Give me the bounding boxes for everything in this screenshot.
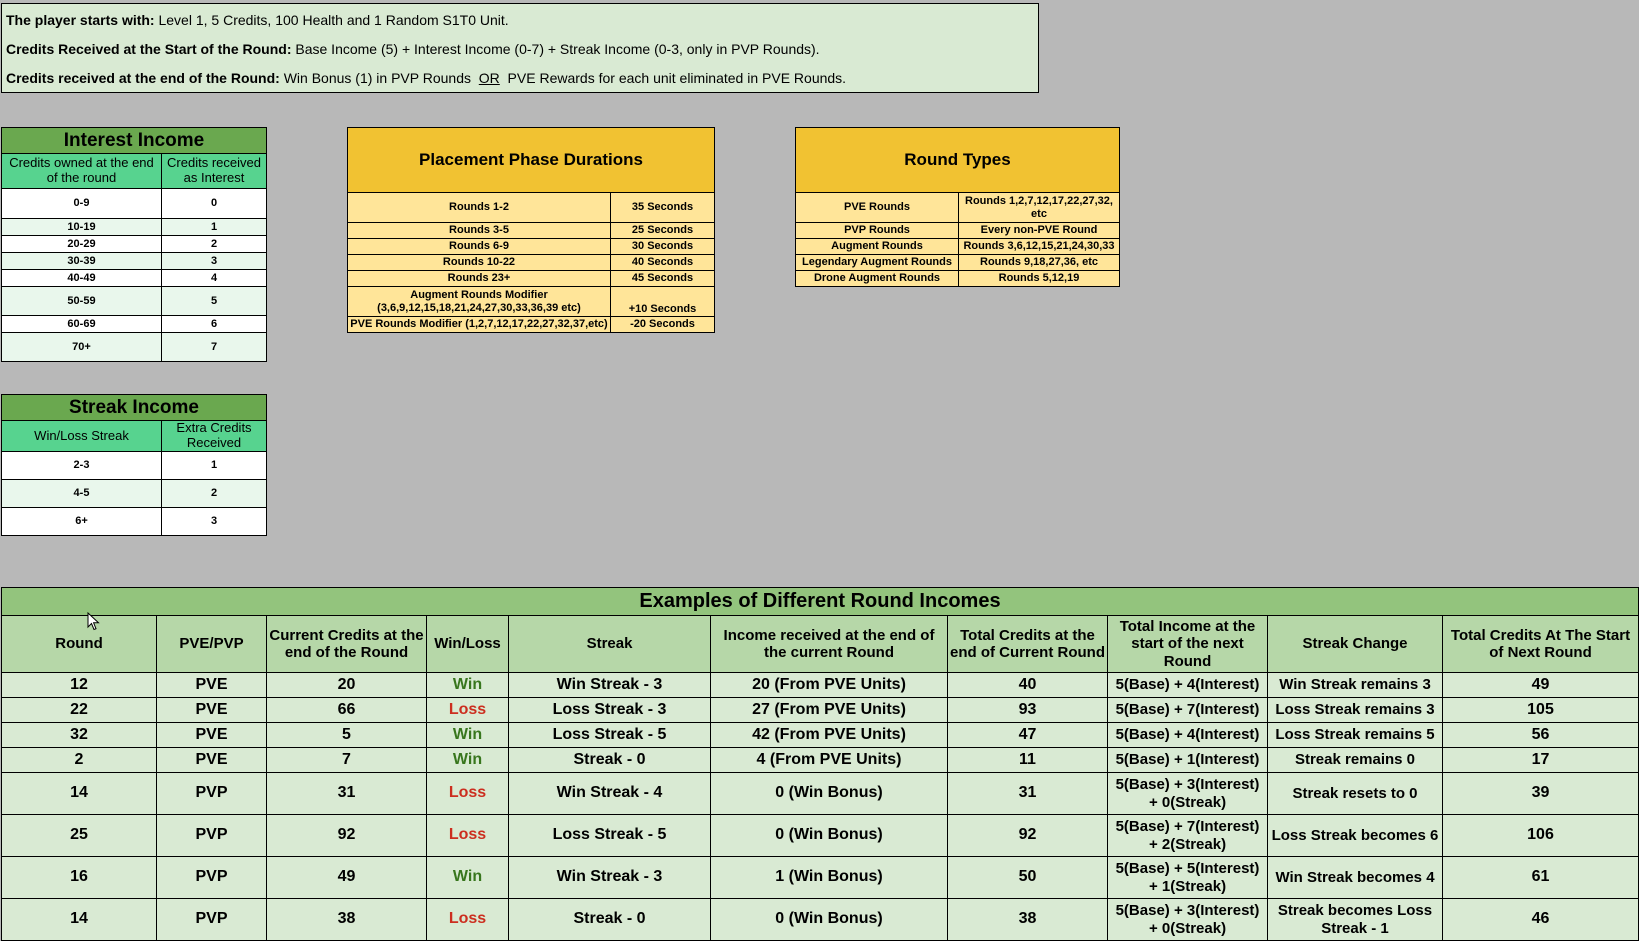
table-cell: 0 <box>162 189 267 219</box>
table-cell: PVP <box>157 899 267 941</box>
table-cell: PVE Rounds Modifier (1,2,7,12,17,22,27,32,37,etc) <box>348 317 611 333</box>
table-cell: Loss Streak remains 3 <box>1268 698 1443 723</box>
table-cell: 2 <box>162 236 267 253</box>
table-cell: 14 <box>2 773 157 815</box>
table-row <box>796 255 1120 271</box>
table-row <box>2 219 267 236</box>
table-cell: 31 <box>948 773 1108 815</box>
table-cell: Loss Streak - 5 <box>509 815 711 857</box>
table-cell: 93 <box>948 698 1108 723</box>
table-cell: Rounds 3-5 <box>348 223 611 239</box>
table-cell: Loss Streak becomes 6 <box>1268 815 1443 857</box>
table-cell: 5(Base) + 1(Interest) <box>1108 748 1268 773</box>
table-cell: Augment Rounds <box>796 239 959 255</box>
table-cell: 39 <box>1443 773 1639 815</box>
table-cell: 5(Base) + 3(Interest) + 0(Streak) <box>1108 899 1268 941</box>
table-row <box>2 857 1639 899</box>
table-cell: Loss <box>427 899 509 941</box>
table-row <box>796 271 1120 287</box>
table-cell: 40 Seconds <box>611 255 715 271</box>
table-cell: Win Streak - 4 <box>509 773 711 815</box>
col-income-end: Income received at the end of the current Round <box>711 616 948 673</box>
table-cell: 92 <box>948 815 1108 857</box>
table-cell: 5(Base) + 5(Interest) + 1(Streak) <box>1108 857 1268 899</box>
table-cell: 49 <box>1443 673 1639 698</box>
table-row <box>348 317 715 333</box>
table-cell: PVE Rounds <box>796 193 959 223</box>
table-cell: +10 Seconds <box>611 287 715 317</box>
table-cell: Streak becomes Loss Streak - 1 <box>1268 899 1443 941</box>
table-cell: Win Streak - 3 <box>509 673 711 698</box>
table-cell: 42 (From PVE Units) <box>711 723 948 748</box>
table-cell: 56 <box>1443 723 1639 748</box>
table-cell: 35 Seconds <box>611 193 715 223</box>
rules-summary-box <box>1 3 1039 93</box>
col-streak-change: Streak Change <box>1268 616 1443 673</box>
table-cell: Streak - 0 <box>509 899 711 941</box>
table-cell: 31 <box>267 773 427 815</box>
table-cell: 105 <box>1443 698 1639 723</box>
table-row <box>2 236 267 253</box>
table-cell: 5(Base) + 4(Interest) <box>1108 723 1268 748</box>
col-win-loss: Win/Loss <box>427 616 509 673</box>
table-cell: 61 <box>1443 857 1639 899</box>
table-cell: Streak remains 0 <box>1268 748 1443 773</box>
table-cell: 14 <box>2 899 157 941</box>
table-cell: Rounds 3,6,12,15,21,24,30,33 <box>959 239 1120 255</box>
table-cell: PVP <box>157 815 267 857</box>
round-types-title: Round Types <box>796 128 1120 193</box>
table-cell: 4 (From PVE Units) <box>711 748 948 773</box>
table-cell: 70+ <box>2 333 162 362</box>
table-cell: 25 Seconds <box>611 223 715 239</box>
table-row <box>2 899 1639 941</box>
table-cell: 2-3 <box>2 452 162 480</box>
table-row <box>2 480 267 508</box>
table-cell: PVE <box>157 723 267 748</box>
table-cell: 50-59 <box>2 287 162 316</box>
table-row <box>2 508 267 536</box>
interest-income-table <box>1 127 267 362</box>
table-cell: 10-19 <box>2 219 162 236</box>
table-row <box>2 723 1639 748</box>
table-cell: 92 <box>267 815 427 857</box>
placement-durations-table <box>347 127 715 333</box>
table-cell: 2 <box>2 748 157 773</box>
start-credits-rule-label: Credits Received at the Start of the Round: <box>6 41 292 57</box>
table-cell: 7 <box>267 748 427 773</box>
table-cell: Win <box>427 673 509 698</box>
table-cell: 3 <box>162 508 267 536</box>
examples-title: Examples of Different Round Incomes <box>2 588 1639 616</box>
table-cell: 20-29 <box>2 236 162 253</box>
table-row <box>2 698 1639 723</box>
table-cell: 0 (Win Bonus) <box>711 899 948 941</box>
table-row <box>796 223 1120 239</box>
table-cell: Every non-PVE Round <box>959 223 1120 239</box>
streak-income-table <box>1 394 267 536</box>
table-row <box>2 287 267 316</box>
table-cell: Rounds 10-22 <box>348 255 611 271</box>
table-cell: 7 <box>162 333 267 362</box>
col-streak: Streak <box>509 616 711 673</box>
table-row <box>2 815 1639 857</box>
table-cell: Loss Streak - 5 <box>509 723 711 748</box>
table-cell: Win Streak remains 3 <box>1268 673 1443 698</box>
table-cell: 5 <box>267 723 427 748</box>
table-cell: 20 (From PVE Units) <box>711 673 948 698</box>
examples-header-row <box>2 616 1639 673</box>
end-credits-rule <box>6 70 846 86</box>
table-cell: 5 <box>162 287 267 316</box>
streak-income-title: Streak Income <box>2 395 267 421</box>
table-row <box>2 452 267 480</box>
table-cell: Rounds 23+ <box>348 271 611 287</box>
table-cell: 46 <box>1443 899 1639 941</box>
table-cell: Rounds 5,12,19 <box>959 271 1120 287</box>
table-cell: 22 <box>2 698 157 723</box>
end-credits-rule-label: Credits received at the end of the Round: <box>6 70 280 86</box>
table-cell: Streak - 0 <box>509 748 711 773</box>
table-cell: 6 <box>162 316 267 333</box>
table-cell: 11 <box>948 748 1108 773</box>
col-total-credits-next: Total Credits At The Start of Next Round <box>1443 616 1639 673</box>
table-cell: 4 <box>162 270 267 287</box>
table-row <box>348 255 715 271</box>
table-row <box>796 193 1120 223</box>
table-row <box>2 333 267 362</box>
streak-col-win-loss: Win/Loss Streak <box>2 421 162 452</box>
table-row <box>2 773 1639 815</box>
table-cell: PVE <box>157 748 267 773</box>
table-cell: 32 <box>2 723 157 748</box>
table-row <box>2 748 1639 773</box>
col-total-credits-end: Total Credits at the end of Current Round <box>948 616 1108 673</box>
table-cell: Win Streak becomes 4 <box>1268 857 1443 899</box>
table-cell: Augment Rounds Modifier (3,6,9,12,15,18,21,24,27,30,33,36,39 etc) <box>348 287 611 317</box>
table-cell: 30 Seconds <box>611 239 715 255</box>
table-cell: Win Streak - 3 <box>509 857 711 899</box>
end-credits-rule-or: OR <box>478 70 500 86</box>
table-cell: Loss <box>427 773 509 815</box>
col-round: Round <box>2 616 157 673</box>
table-cell: 25 <box>2 815 157 857</box>
table-cell: Loss Streak - 3 <box>509 698 711 723</box>
table-cell: Rounds 6-9 <box>348 239 611 255</box>
table-cell: Rounds 9,18,27,36, etc <box>959 255 1120 271</box>
starting-rule <box>6 12 509 28</box>
table-cell: 47 <box>948 723 1108 748</box>
table-cell: 5(Base) + 3(Interest) + 0(Streak) <box>1108 773 1268 815</box>
table-cell: Streak resets to 0 <box>1268 773 1443 815</box>
table-row <box>2 673 1639 698</box>
table-cell: PVE <box>157 673 267 698</box>
examples-table <box>1 587 1639 941</box>
table-row <box>348 223 715 239</box>
table-cell: PVE <box>157 698 267 723</box>
table-cell: -20 Seconds <box>611 317 715 333</box>
table-cell: 49 <box>267 857 427 899</box>
table-row <box>2 316 267 333</box>
table-cell: 50 <box>948 857 1108 899</box>
table-cell: 20 <box>267 673 427 698</box>
table-cell: 5(Base) + 4(Interest) <box>1108 673 1268 698</box>
table-row <box>796 239 1120 255</box>
table-cell: Loss <box>427 815 509 857</box>
table-row <box>348 271 715 287</box>
table-cell: 38 <box>948 899 1108 941</box>
col-total-income-next: Total Income at the start of the next Round <box>1108 616 1268 673</box>
table-cell: 0 (Win Bonus) <box>711 815 948 857</box>
col-current-credits: Current Credits at the end of the Round <box>267 616 427 673</box>
interest-income-title: Interest Income <box>2 128 267 154</box>
table-cell: Rounds 1-2 <box>348 193 611 223</box>
table-row <box>2 189 267 219</box>
table-cell: Drone Augment Rounds <box>796 271 959 287</box>
table-cell: 6+ <box>2 508 162 536</box>
table-cell: 40-49 <box>2 270 162 287</box>
table-cell: PVP Rounds <box>796 223 959 239</box>
table-cell: 27 (From PVE Units) <box>711 698 948 723</box>
interest-col-credits-received: Credits received as Interest <box>162 154 267 189</box>
streak-col-extra-credits: Extra Credits Received <box>162 421 267 452</box>
interest-col-credits-owned: Credits owned at the end of the round <box>2 154 162 189</box>
table-cell: 0 (Win Bonus) <box>711 773 948 815</box>
table-cell: 106 <box>1443 815 1639 857</box>
table-row <box>348 193 715 223</box>
starting-rule-text: Level 1, 5 Credits, 100 Health and 1 Random S1T0 Unit. <box>154 12 509 28</box>
table-cell: Win <box>427 748 509 773</box>
col-pve-pvp: PVE/PVP <box>157 616 267 673</box>
table-cell: 16 <box>2 857 157 899</box>
table-row <box>2 270 267 287</box>
table-cell: 38 <box>267 899 427 941</box>
table-cell: 12 <box>2 673 157 698</box>
table-cell: Legendary Augment Rounds <box>796 255 959 271</box>
table-cell: Loss Streak remains 5 <box>1268 723 1443 748</box>
table-cell: 30-39 <box>2 253 162 270</box>
table-cell: Win <box>427 723 509 748</box>
end-credits-rule-text-b: PVE Rewards for each unit eliminated in PVE Rounds. <box>499 70 847 86</box>
table-cell: 0-9 <box>2 189 162 219</box>
table-cell: 1 <box>162 219 267 236</box>
table-cell: 60-69 <box>2 316 162 333</box>
table-cell: Loss <box>427 698 509 723</box>
table-cell: 3 <box>162 253 267 270</box>
table-cell: 66 <box>267 698 427 723</box>
table-cell: 2 <box>162 480 267 508</box>
placement-durations-title: Placement Phase Durations <box>348 128 715 193</box>
table-cell: Rounds 1,2,7,12,17,22,27,32, etc <box>959 193 1120 223</box>
table-cell: PVP <box>157 773 267 815</box>
table-row <box>348 287 715 317</box>
table-cell: 1 <box>162 452 267 480</box>
table-cell: Win <box>427 857 509 899</box>
table-cell: PVP <box>157 857 267 899</box>
table-cell: 1 (Win Bonus) <box>711 857 948 899</box>
table-cell: 45 Seconds <box>611 271 715 287</box>
starting-rule-label: The player starts with: <box>6 12 155 28</box>
round-types-table <box>795 127 1120 287</box>
table-cell: 40 <box>948 673 1108 698</box>
table-cell: 5(Base) + 7(Interest) <box>1108 698 1268 723</box>
table-row <box>2 253 267 270</box>
table-cell: 5(Base) + 7(Interest) + 2(Streak) <box>1108 815 1268 857</box>
table-cell: 17 <box>1443 748 1639 773</box>
start-credits-rule <box>6 41 820 57</box>
table-cell: 4-5 <box>2 480 162 508</box>
end-credits-rule-text-a: Win Bonus (1) in PVP Rounds <box>279 70 479 86</box>
table-row <box>348 239 715 255</box>
start-credits-rule-text: Base Income (5) + Interest Income (0-7) + Streak Income (0-3, only in PVP Rounds). <box>291 41 820 57</box>
